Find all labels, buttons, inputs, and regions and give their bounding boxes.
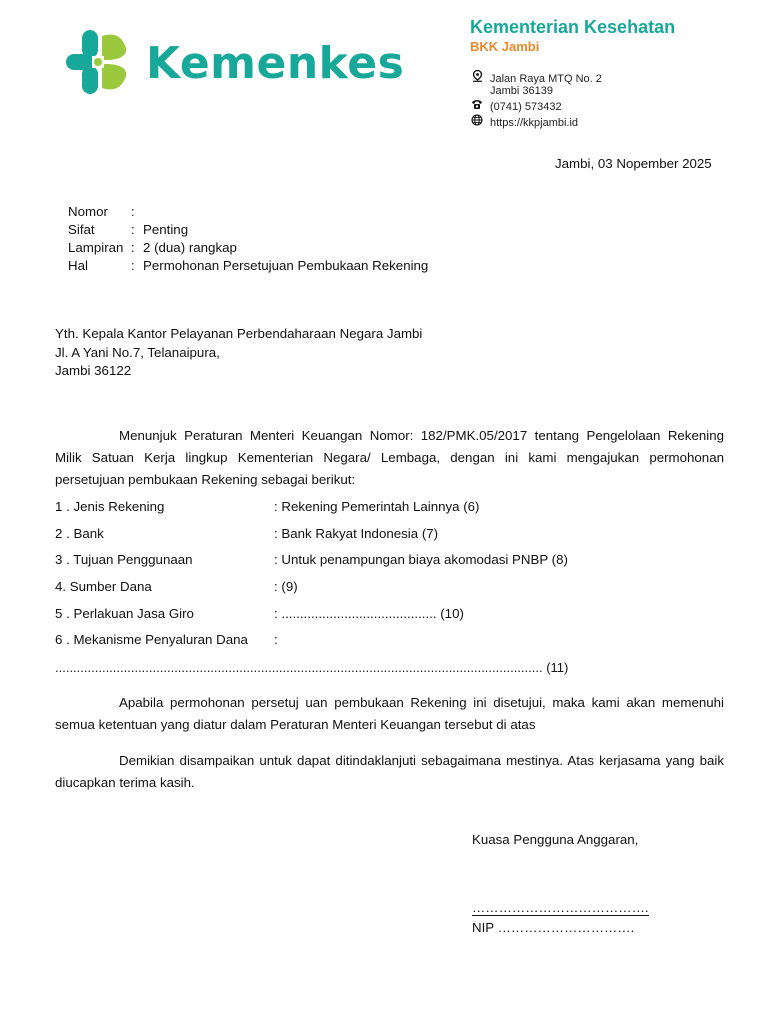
meta-hal [68,258,428,273]
contact-address [470,70,602,85]
logo-wordmark: Kemenkes [146,38,405,89]
item-label: 1 . Jenis Rekening [55,499,165,514]
recipient-line: Jambi 36122 [55,363,132,378]
contact-address-city [470,85,553,97]
meta-nomor [68,204,143,219]
place-date: Jambi, 03 Nopember 2025 [555,156,712,171]
closing-text: Demikian disampaikan untuk dapat ditindaklanjuti sebagaimana mestinya. Atas kerjasama yang baik diucapkan terima kasih. [55,753,724,790]
location-pin-icon [470,70,484,85]
meta-colon: : [131,222,135,237]
list-item [55,632,278,647]
contact-text: Jalan Raya MTQ No. 2 [490,73,602,85]
recipient-line: Jl. A Yani No.7, Telanaipura, [55,345,220,360]
kemenkes-logo-icon [62,26,134,98]
list-item [55,499,479,514]
intro-paragraph [55,425,724,491]
list-item [55,526,438,541]
meta-label: Lampiran [68,240,124,255]
signature-nip: NIP …………………………. [472,920,635,935]
meta-value: Penting [143,222,189,237]
intro-text: Menunjuk Peraturan Menteri Keuangan Nomor: 182/PMK.05/2017 tentang Pengelolaan Rekening Milik Satuan Kerja lingkup Kementerian Negara/ Lembaga, dengan ini kami mengajukan permohonan persetujuan pembukaan Rekening sebagai berikut: [55,428,724,487]
meta-label: Sifat [68,222,95,237]
contact-text: Jambi 36139 [490,85,553,97]
item-value: : (9) [274,579,298,594]
telephone-icon [470,99,484,113]
meta-label: Hal [68,258,88,273]
contact-phone [470,99,562,113]
contact-text: (0741) 573432 [490,101,562,113]
meta-colon: : [131,240,135,255]
item-label: 6 . Mekanisme Penyaluran Dana [55,632,248,647]
list-item [55,552,568,567]
item-value: : [274,632,278,647]
item-value: : .......................................... (10) [274,606,464,621]
signature-title: Kuasa Pengguna Anggaran, [472,832,639,847]
paragraph-approval [55,692,724,736]
item-label: 3 . Tujuan Penggunaan [55,552,193,567]
signature-name-line: …………………………………. [472,900,649,915]
meta-value: Permohonan Persetujuan Pembukaan Rekening [143,258,429,273]
list-item [55,579,298,594]
item-value: : Bank Rakyat Indonesia (7) [274,526,439,541]
dotted-fill-line: ....................................................................................................................................... (11) [55,660,569,675]
organization-unit: BKK Jambi [470,39,540,54]
website-link[interactable]: https://kkpjambi.id [490,117,579,129]
approval-text: Apabila permohonan persetuj uan pembukaan Rekening ini disetujui, maka kami akan memenuhi semua ketentuan yang diatur dalam Peraturan Menteri Keuangan tersebut di atas [55,695,724,732]
contact-website[interactable] [470,114,578,129]
meta-value: 2 (dua) rangkap [143,240,237,255]
item-label: 4. Sumber Dana [55,579,152,594]
meta-colon: : [131,258,135,273]
globe-icon [470,114,484,129]
meta-label: Nomor [68,204,108,219]
meta-lampiran [68,240,237,255]
organization-name: Kementerian Kesehatan [470,17,676,37]
list-item [55,606,464,621]
recipient-line: Yth. Kepala Kantor Pelayanan Perbendaharaan Negara Jambi [55,326,423,341]
item-value: : Untuk penampungan biaya akomodasi PNBP (8) [274,552,568,567]
paragraph-closing [55,750,724,794]
item-value: : Rekening Pemerintah Lainnya (6) [274,499,480,514]
item-label: 5 . Perlakuan Jasa Giro [55,606,194,621]
meta-colon: : [131,204,135,219]
item-label: 2 . Bank [55,526,104,541]
meta-sifat [68,222,188,237]
